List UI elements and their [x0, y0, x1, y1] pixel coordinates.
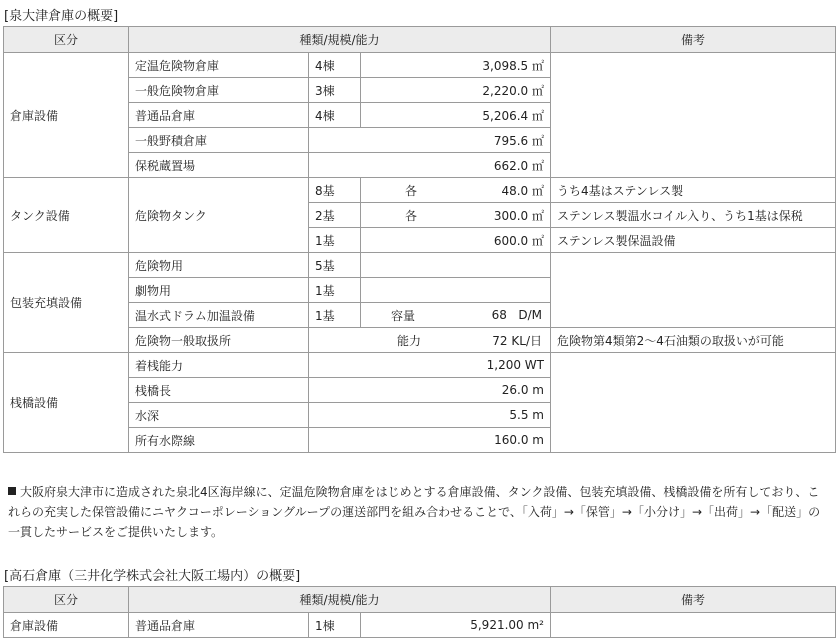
- capacity-label: 容量: [391, 308, 416, 323]
- item-count: 1基: [309, 278, 361, 303]
- category-tank: タンク設備: [4, 178, 129, 253]
- capacity-label: 能力: [397, 333, 422, 348]
- item-value: 48.0 ㎡: [501, 183, 544, 198]
- item-value-empty: [361, 278, 551, 303]
- header-spec: 種類/規模/能力: [129, 27, 551, 53]
- square-bullet-icon: [8, 487, 16, 495]
- table-row: [4, 328, 836, 353]
- item-name: 水深: [129, 403, 309, 428]
- header-remarks: 備考: [551, 587, 836, 613]
- table-row: [4, 253, 836, 278]
- item-value: 160.0 m: [309, 428, 551, 453]
- item-remark: ステンレス製温水コイル入り、うち1基は保税: [551, 203, 836, 228]
- item-name: 温水式ドラム加温設備: [129, 303, 309, 328]
- item-value: 662.0 ㎡: [309, 153, 551, 178]
- item-value-empty: [361, 253, 551, 278]
- each-label: 各: [405, 208, 418, 223]
- remark-empty: [551, 353, 836, 453]
- section1-title: [泉大津倉庫の概要]: [4, 9, 119, 24]
- item-name: 保税蔵置場: [129, 153, 309, 178]
- item-count: 8基: [309, 178, 361, 203]
- item-value: 72: [492, 333, 508, 348]
- item-name: 桟橋長: [129, 378, 309, 403]
- item-count: 1基: [309, 228, 361, 253]
- item-value: 795.6 ㎡: [309, 128, 551, 153]
- header-spec: 種類/規模/能力: [129, 587, 551, 613]
- item-unit: KL/日: [511, 333, 542, 348]
- item-count: 3棟: [309, 78, 361, 103]
- item-count: 4棟: [309, 53, 361, 78]
- header-remarks: 備考: [551, 27, 836, 53]
- item-count: 1棟: [309, 613, 361, 638]
- izumiotsu-table: [3, 26, 836, 453]
- item-count: 5基: [309, 253, 361, 278]
- item-value: 600.0 ㎡: [361, 228, 551, 253]
- table-header-row: [4, 27, 836, 53]
- item-value-cell: [309, 328, 551, 353]
- category-packing: 包装充填設備: [4, 253, 129, 353]
- category-pier: 桟橋設備: [4, 353, 129, 453]
- item-count: 1基: [309, 303, 361, 328]
- item-value: 68: [491, 308, 507, 322]
- remark-empty: [551, 253, 836, 328]
- item-name: 危険物用: [129, 253, 309, 278]
- item-value: 5,206.4 ㎡: [361, 103, 551, 128]
- item-remark: ステンレス製保温設備: [551, 228, 836, 253]
- item-name: 普通品倉庫: [129, 613, 309, 638]
- header-category: 区分: [4, 587, 129, 613]
- item-value: 5,921.00 m²: [361, 613, 551, 638]
- item-name: 危険物タンク: [129, 178, 309, 253]
- table-row: [4, 53, 836, 78]
- item-remark: うち4基はステンレス製: [551, 178, 836, 203]
- item-value: 2,220.0 ㎡: [361, 78, 551, 103]
- item-value-cell: [361, 303, 551, 328]
- table-row: [4, 178, 836, 203]
- item-value: 26.0 m: [309, 378, 551, 403]
- item-name: 劇物用: [129, 278, 309, 303]
- category-warehouse: 倉庫設備: [4, 53, 129, 178]
- item-name: 危険物一般取扱所: [129, 328, 309, 353]
- item-remark: 危険物第4類第2～4石油類の取扱いが可能: [551, 328, 836, 353]
- item-name: 普通品倉庫: [129, 103, 309, 128]
- table-header-row: [4, 587, 836, 613]
- item-value: 3,098.5 ㎡: [361, 53, 551, 78]
- item-value: 300.0 ㎡: [493, 208, 544, 223]
- item-name: 一般野積倉庫: [129, 128, 309, 153]
- item-value: 5.5 m: [309, 403, 551, 428]
- remark-empty: [551, 613, 836, 638]
- table-row: [4, 353, 836, 378]
- item-value-cell: [361, 203, 551, 228]
- item-unit: D/M: [518, 308, 542, 322]
- remark-empty: [551, 53, 836, 178]
- table-row: [4, 613, 836, 638]
- header-category: 区分: [4, 27, 129, 53]
- item-count: 2基: [309, 203, 361, 228]
- item-name: 定温危険物倉庫: [129, 53, 309, 78]
- item-name: 着桟能力: [129, 353, 309, 378]
- item-value-cell: [361, 178, 551, 203]
- takaishi-table: [3, 586, 836, 638]
- section2-title: [高石倉庫（三井化学株式会社大阪工場内）の概要]: [4, 569, 301, 584]
- description-note: [8, 482, 828, 542]
- item-value: 1,200 WT: [309, 353, 551, 378]
- note-text: 大阪府泉大津市に造成された泉北4区海岸線に、定温危険物倉庫をはじめとする倉庫設備、タンク設備、包装充填設備、桟橋設備を所有しており、これらの充実した保管設備にニヤクコーポレーショングループの運送部門を組み合わせることで、「入荷」→「保管」→「小分け」→「出荷」→「配送」の一貫したサービスをご提供いたします。: [8, 485, 821, 539]
- each-label: 各: [405, 183, 418, 198]
- category-warehouse: 倉庫設備: [4, 613, 129, 638]
- item-name: 一般危険物倉庫: [129, 78, 309, 103]
- item-count: 4棟: [309, 103, 361, 128]
- item-name: 所有水際線: [129, 428, 309, 453]
